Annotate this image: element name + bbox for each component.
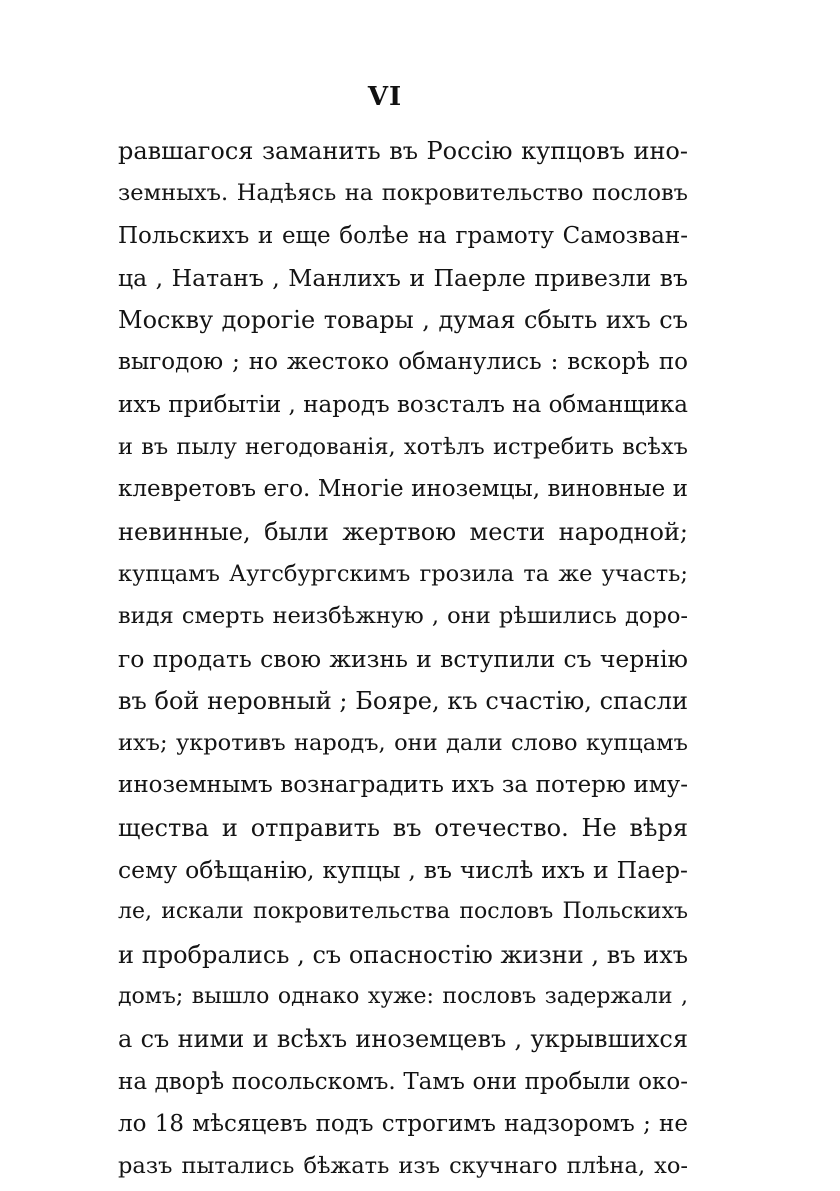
text-line-22: а съ ними и всѣхъ иноземцевъ , укрывшихся — [118, 1025, 688, 1054]
text-line-14: въ бой неровный ; Бояре, къ счастію, спасли — [118, 686, 688, 715]
body-text — [118, 130, 688, 1187]
text-line-24: ло 18 мѣсяцевъ подъ строгимъ надзоромъ ; не — [118, 1110, 688, 1137]
text-line-3: Польскихъ и еще болѣе на грамоту Самозван- — [118, 222, 688, 249]
text-line-19: ле, искали покровительства пословъ Польскихъ — [118, 899, 688, 925]
text-line-5: Москву дорогіе товары , думая сбыть ихъ съ — [118, 306, 688, 335]
text-line-25: разъ пытались бѣжать изъ скучнаго плѣна, хо- — [118, 1153, 688, 1180]
text-line-23: на дворѣ посольскомъ. Тамъ они пробыли око- — [118, 1068, 688, 1095]
text-line-17: щества и отправить въ отечество. Не вѣря — [118, 813, 688, 842]
text-line-18: сему обѣщанію, купцы , въ числѣ ихъ и Паер- — [118, 856, 688, 885]
text-line-12: видя смерть неизбѣжную , они рѣшились доро- — [118, 603, 688, 630]
text-line-20: и пробрались , съ опасностію жизни , въ ихъ — [118, 940, 688, 969]
text-line-7: ихъ прибытіи , народъ возсталъ на обманщика — [118, 391, 688, 418]
text-line-15: ихъ; укротивъ народъ, они дали слово купцамъ — [118, 730, 688, 757]
text-line-8: и въ пылу негодованія, хотѣлъ истребить всѣхъ — [118, 434, 688, 461]
text-line-9: клевретовъ его. Многіе иноземцы, виновные и — [118, 476, 688, 503]
text-line-21: домъ; вышло однако хуже: пословъ задержали , — [118, 983, 688, 1009]
text-line-6: выгодою ; но жестоко обманулись : вскорѣ по — [118, 349, 688, 376]
text-line-13: го продать свою жизнь и вступили съ чернію — [118, 644, 688, 673]
text-line-10: невинные, были жертвою мести народной; — [118, 517, 688, 546]
text-line-2: земныхъ. Надѣясь на покровительство пословъ — [118, 180, 688, 207]
text-line-11: купцамъ Аугсбургскимъ грозила та же участь; — [118, 560, 688, 587]
page-number: VI — [367, 82, 403, 112]
text-line-1: равшагося заманить въ Россію купцовъ ино- — [118, 137, 688, 165]
text-line-4: ца , Натанъ , Манлихъ и Паерле привезли въ — [118, 263, 688, 292]
text-line-16: иноземнымъ вознаградить ихъ за потерю иму- — [118, 772, 688, 799]
